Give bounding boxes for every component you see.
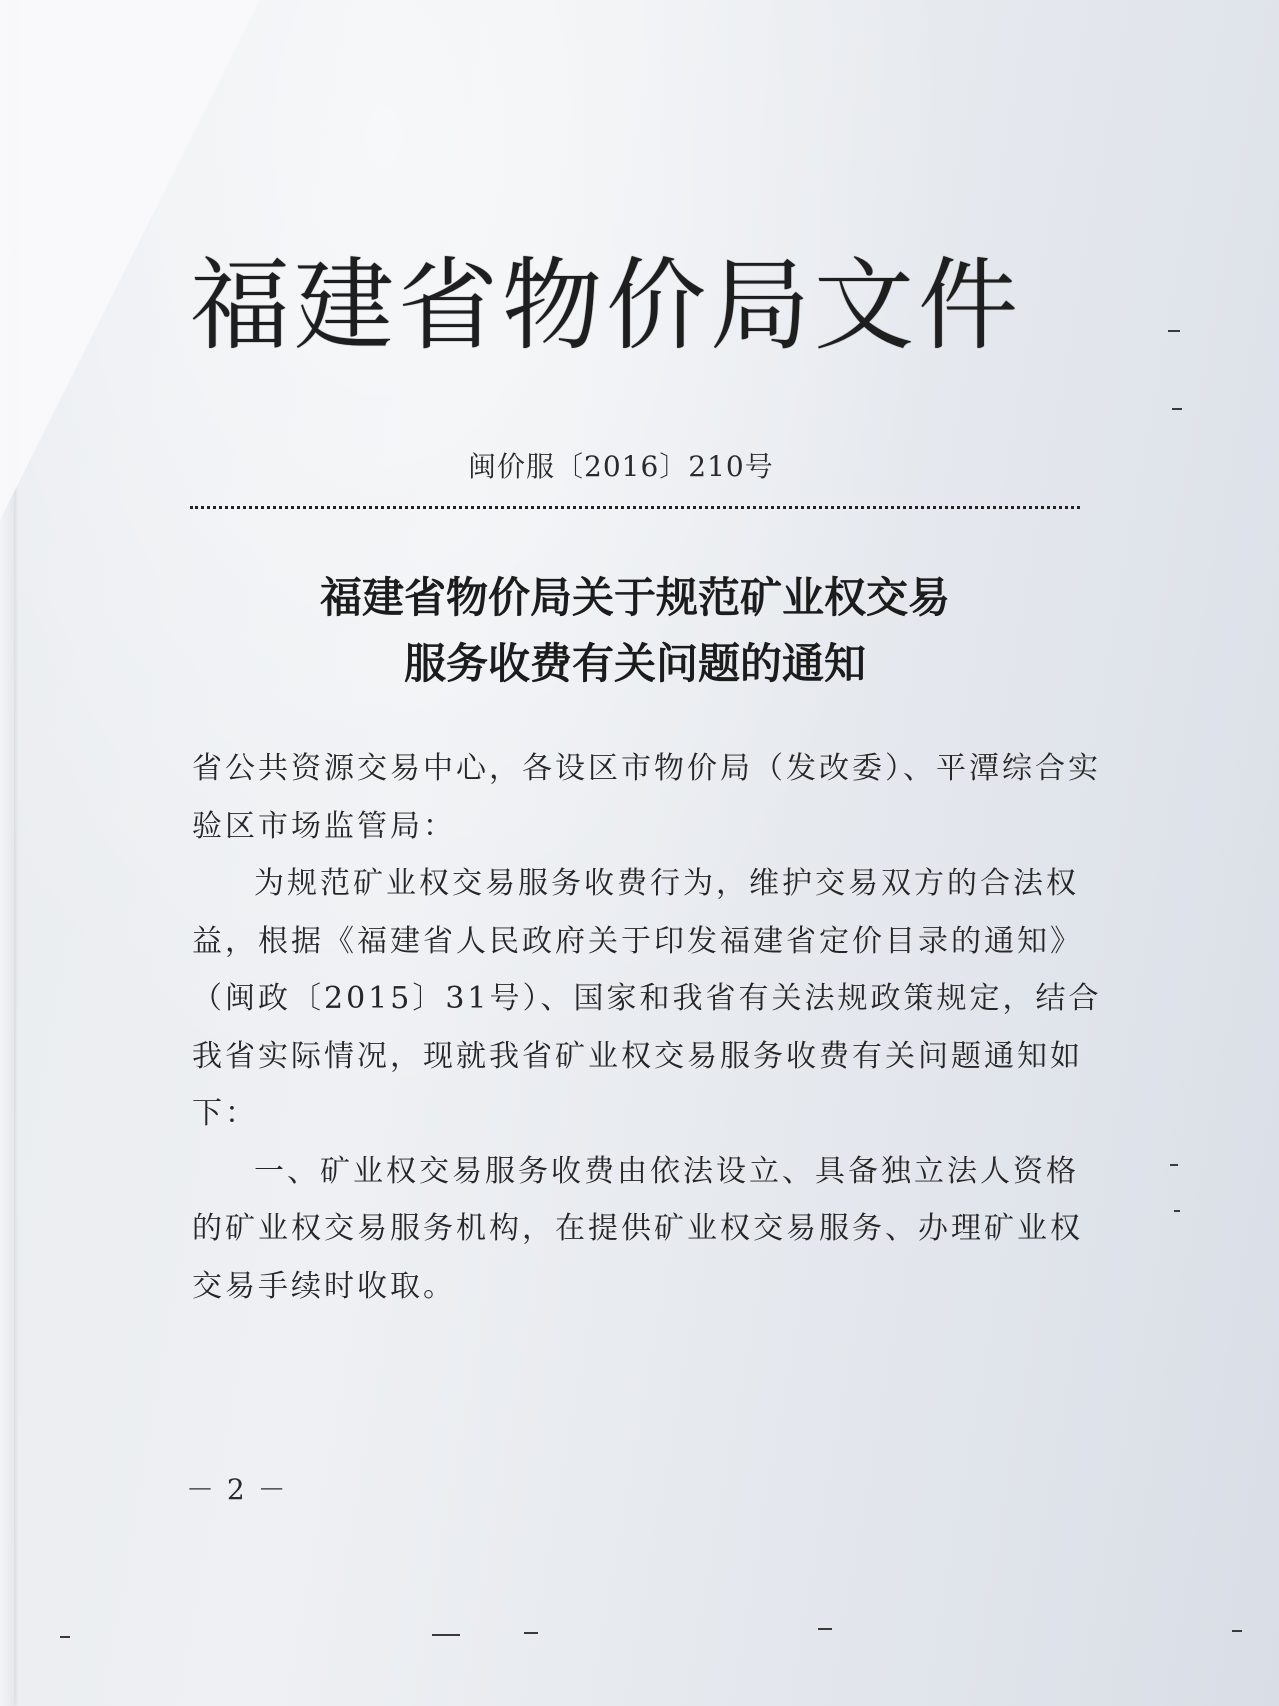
title-line-1: 福建省物价局关于规范矿业权交易 [319,573,950,622]
document-title [190,565,1080,697]
paragraph-line: 我省实际情况，现就我省矿业权交易服务收费有关问题通知如 [192,1038,1083,1074]
document-number: 闽价服〔2016〕210号 [468,450,774,483]
page-number: － 2 － [186,1473,288,1506]
speck-mark [1172,408,1182,410]
paragraph-line: 下： [192,1096,258,1131]
title-line-2: 服务收费有关问题的通知 [403,639,866,688]
document-body [192,740,1102,1315]
speck-mark [1232,1630,1242,1632]
recipients-line: 省公共资源交易中心，各设区市物价局（发改委）、平潭综合实 [192,751,1101,786]
paragraph-line: （闽政〔2015〕31号）、国家和我省有关法规政策规定，结合 [192,981,1102,1016]
speck-mark [524,1632,538,1634]
paragraph-line: 交易手续时收取。 [192,1268,456,1304]
speck-mark [1174,1210,1180,1212]
paragraph-line: 益，根据《福建省人民政府关于印发福建省定价目录的通知》 [192,923,1083,959]
recipients-line: 验区市场监管局： [192,808,456,844]
speck-mark [1168,330,1180,332]
speck-mark [432,1634,460,1636]
speck-mark [60,1636,70,1638]
speck-mark [1170,1164,1178,1166]
paragraph-line: 为规范矿业权交易服务收费行为，维护交易双方的合法权 [254,866,1079,901]
paragraph-line: 一、矿业权交易服务收费由依法设立、具备独立法人资格 [254,1153,1079,1189]
document-masthead: 福建省物价局文件 [190,247,1022,364]
speck-mark [818,1628,832,1630]
header-divider [190,506,1080,509]
paragraph-line: 的矿业权交易服务机构，在提供矿业权交易服务、办理矿业权 [192,1211,1083,1246]
